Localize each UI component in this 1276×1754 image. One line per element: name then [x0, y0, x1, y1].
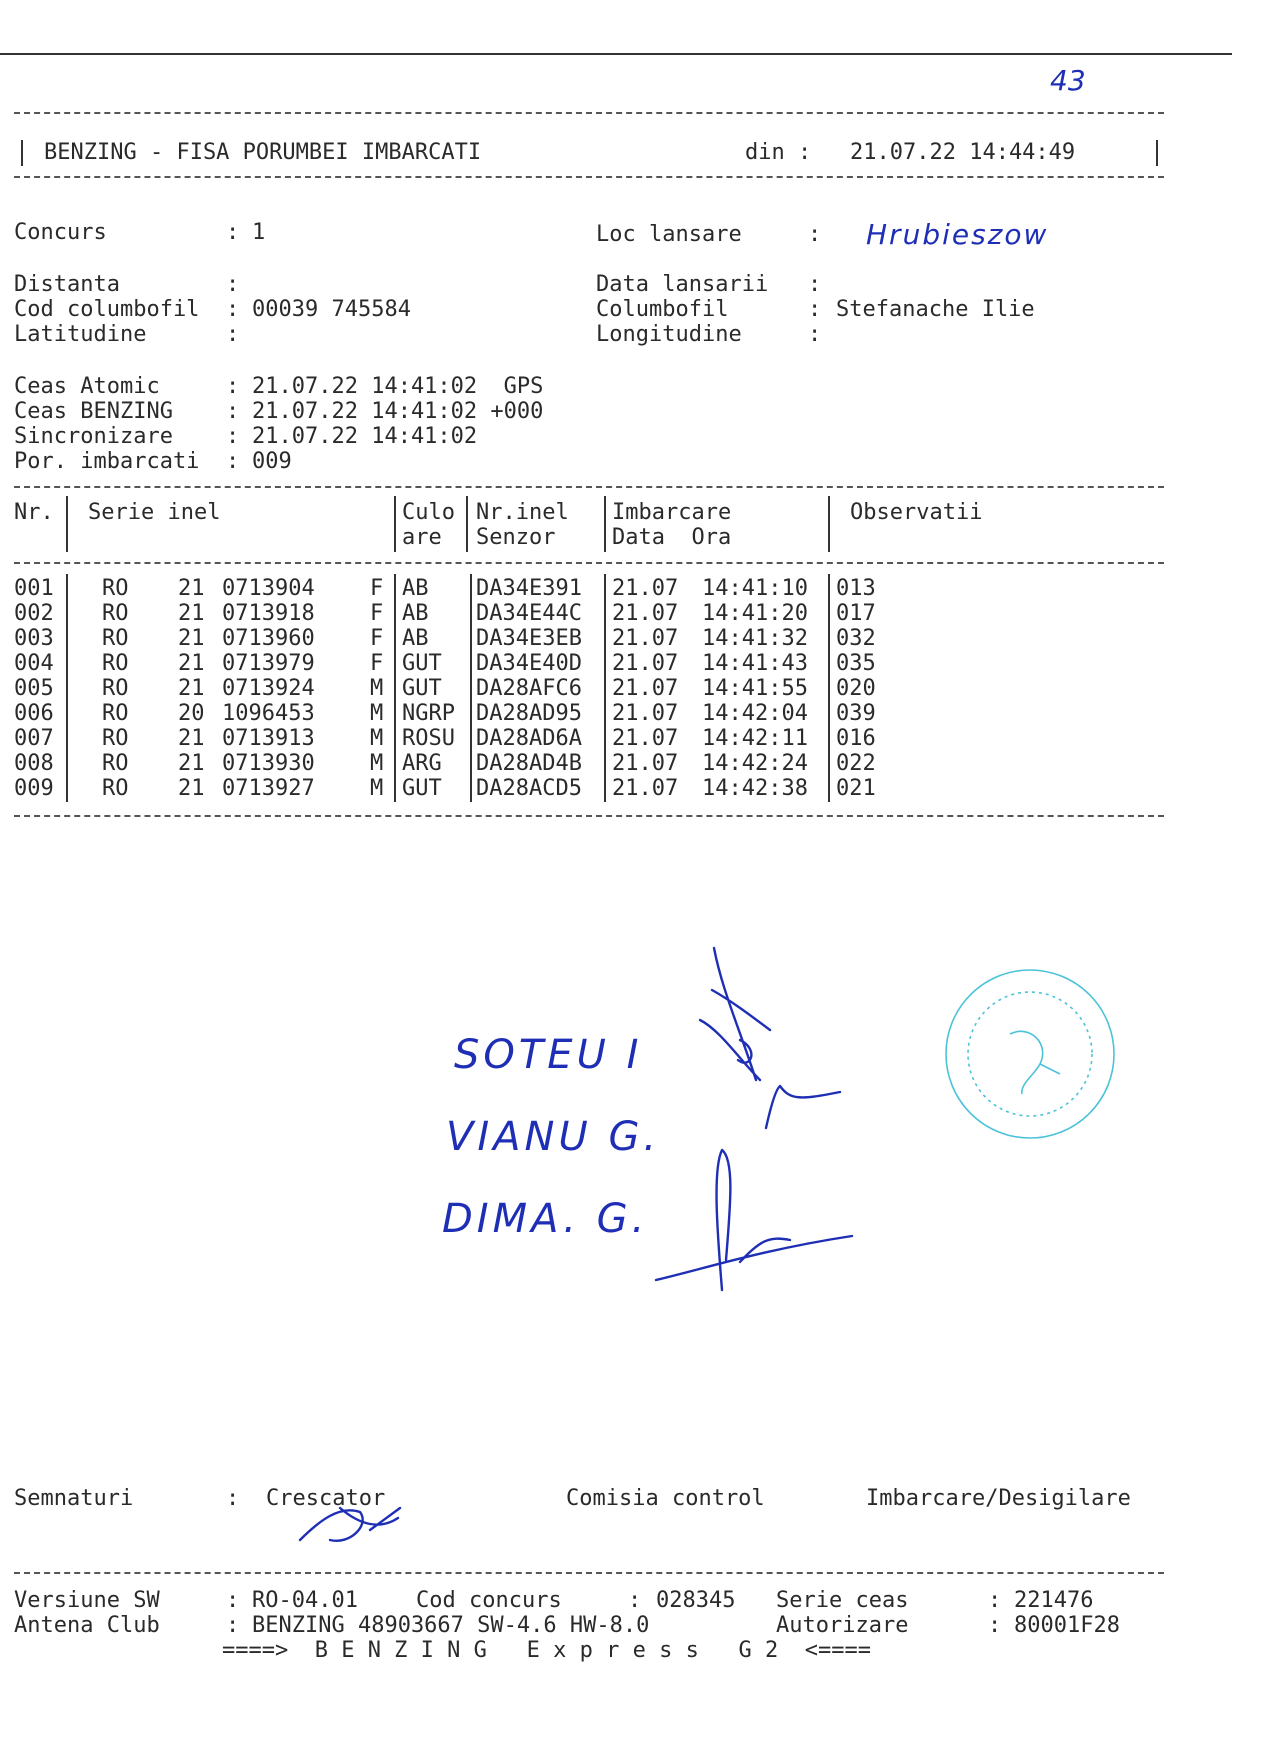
cell-time: 14:41:55: [702, 676, 808, 701]
cell-sex: M: [370, 751, 384, 776]
cell-color: GUT: [402, 676, 442, 701]
table-rule-top: [14, 486, 1164, 488]
cell-obs: 021: [836, 776, 876, 801]
cell-time: 14:41:20: [702, 601, 808, 626]
cell-country: RO: [102, 701, 129, 726]
header-culoare-1: Culo: [402, 500, 455, 525]
cell-nr: 004: [14, 651, 54, 676]
imbarcare-desigilare-label: Imbarcare/Desigilare: [866, 1486, 1131, 1511]
colon: :: [226, 449, 240, 474]
col-sep: [828, 496, 830, 552]
colon: :: [226, 1613, 240, 1638]
header-box-left: [21, 140, 23, 166]
cell-year: 21: [178, 776, 205, 801]
colon: :: [226, 374, 240, 399]
cell-sex: F: [370, 626, 384, 651]
colon: :: [628, 1588, 642, 1613]
cell-time: 14:41:32: [702, 626, 808, 651]
colon: :: [988, 1588, 1002, 1613]
longitudine-label: Longitudine: [596, 322, 742, 347]
cell-year: 21: [178, 651, 205, 676]
serie-ceas-label: Serie ceas: [776, 1588, 909, 1613]
col-sep: [604, 574, 606, 802]
cell-nr: 007: [14, 726, 54, 751]
cell-color: ARG: [402, 751, 442, 776]
cell-year: 21: [178, 726, 205, 751]
header-box-top: [14, 112, 1164, 114]
col-sep: [604, 496, 606, 552]
cell-sensor: DA34E44C: [476, 601, 582, 626]
header-observatii: Observatii: [850, 500, 983, 525]
header-imbarcare-1: Imbarcare: [612, 500, 732, 525]
cell-time: 14:42:38: [702, 776, 808, 801]
cell-date: 21.07: [612, 751, 679, 776]
cell-time: 14:42:11: [702, 726, 808, 751]
handwritten-name: VIANU G.: [446, 1114, 661, 1160]
cell-country: RO: [102, 676, 129, 701]
ceas-atomic-label: Ceas Atomic: [14, 374, 160, 399]
header-date-value: 21.07.22 14:44:49: [850, 140, 1076, 165]
col-sep: [828, 574, 830, 802]
header-date-label: din :: [745, 140, 812, 165]
cell-year: 21: [178, 601, 205, 626]
comisia-label: Comisia control: [566, 1486, 765, 1511]
header-serie: Serie inel: [88, 500, 221, 525]
cod-columbofil-value: 00039 745584: [252, 297, 411, 322]
cell-sex: F: [370, 576, 384, 601]
cell-time: 14:41:10: [702, 576, 808, 601]
cod-concurs-label: Cod concurs: [416, 1588, 562, 1613]
concurs-label: Concurs: [14, 220, 107, 245]
ceas-atomic-value: 21.07.22 14:41:02 GPS: [252, 374, 544, 399]
cell-year: 21: [178, 576, 205, 601]
col-sep: [66, 574, 68, 802]
cell-year: 21: [178, 626, 205, 651]
cell-date: 21.07: [612, 626, 679, 651]
cell-date: 21.07: [612, 601, 679, 626]
header-culoare-2: are: [402, 525, 442, 550]
cell-color: AB: [402, 576, 429, 601]
handwritten-name: SOTEU I: [454, 1032, 643, 1078]
cell-ring: 0713930: [222, 751, 315, 776]
cell-ring: 0713904: [222, 576, 315, 601]
cell-country: RO: [102, 751, 129, 776]
colon: :: [808, 297, 822, 322]
cell-sensor: DA28AD95: [476, 701, 582, 726]
cell-country: RO: [102, 726, 129, 751]
table-rule-bottom: [14, 815, 1164, 817]
cell-sensor: DA34E391: [476, 576, 582, 601]
cell-year: 20: [178, 701, 205, 726]
colon: :: [226, 220, 240, 245]
cell-sensor: DA28AD6A: [476, 726, 582, 751]
columbofil-label: Columbofil: [596, 297, 729, 322]
versiune-value: RO-04.01: [252, 1588, 358, 1613]
cell-sex: F: [370, 651, 384, 676]
colon: :: [226, 272, 240, 297]
col-sep: [394, 496, 396, 552]
colon: :: [226, 424, 240, 449]
autorizare-value: 80001F28: [1014, 1613, 1120, 1638]
crescator-label: Crescator: [266, 1486, 386, 1511]
cell-country: RO: [102, 576, 129, 601]
cell-nr: 006: [14, 701, 54, 726]
cod-columbofil-label: Cod columbofil: [14, 297, 200, 322]
header-imbarcare-2: Data Ora: [612, 525, 732, 550]
cell-country: RO: [102, 601, 129, 626]
header-box-right: [1156, 140, 1158, 166]
header-title: BENZING - FISA PORUMBEI IMBARCATI: [44, 140, 482, 165]
cell-sensor: DA28AFC6: [476, 676, 582, 701]
cell-nr: 001: [14, 576, 54, 601]
latitudine-label: Latitudine: [14, 322, 147, 347]
por-imbarcati-label: Por. imbarcati: [14, 449, 200, 474]
header-nrinel-1: Nr.inel: [476, 500, 569, 525]
header-nr: Nr.: [14, 500, 54, 525]
sincronizare-label: Sincronizare: [14, 424, 173, 449]
cell-country: RO: [102, 626, 129, 651]
cell-nr: 008: [14, 751, 54, 776]
cell-nr: 003: [14, 626, 54, 651]
col-sep: [470, 574, 472, 802]
cell-color: AB: [402, 601, 429, 626]
cell-nr: 002: [14, 601, 54, 626]
signature-crescator: [300, 1508, 400, 1541]
cell-sex: M: [370, 726, 384, 751]
cell-ring: 0713924: [222, 676, 315, 701]
cell-ring: 0713918: [222, 601, 315, 626]
cell-ring: 1096453: [222, 701, 315, 726]
signature-1: [700, 948, 770, 1080]
antena-value: BENZING 48903667 SW-4.6 HW-8.0: [252, 1613, 650, 1638]
ceas-benzing-value: 21.07.22 14:41:02 +000: [252, 399, 544, 424]
ceas-benzing-label: Ceas BENZING: [14, 399, 173, 424]
cell-sensor: DA34E40D: [476, 651, 582, 676]
cell-ring: 0713913: [222, 726, 315, 751]
cell-date: 21.07: [612, 701, 679, 726]
columbofil-value: Stefanache Ilie: [836, 297, 1035, 322]
page-number: 43: [1050, 64, 1086, 97]
club-stamp: [940, 964, 1120, 1144]
cell-obs: 020: [836, 676, 876, 701]
signature-3: [656, 1150, 852, 1290]
top-rule: [0, 53, 1232, 55]
handwritten-name: DIMA. G.: [442, 1196, 649, 1242]
cell-time: 14:42:04: [702, 701, 808, 726]
col-sep: [394, 574, 396, 802]
loc-lansare-value: Hrubieszow: [866, 218, 1049, 251]
cell-obs: 022: [836, 751, 876, 776]
colon: :: [808, 322, 822, 347]
cell-time: 14:41:43: [702, 651, 808, 676]
footer-rule: [14, 1572, 1164, 1574]
cell-date: 21.07: [612, 651, 679, 676]
sincronizare-value: 21.07.22 14:41:02: [252, 424, 478, 449]
cod-concurs-value: 028345: [656, 1588, 736, 1613]
colon: :: [226, 1588, 240, 1613]
cell-color: NGRP: [402, 701, 455, 726]
cell-date: 21.07: [612, 776, 679, 801]
cell-color: AB: [402, 626, 429, 651]
cell-obs: 016: [836, 726, 876, 751]
cell-date: 21.07: [612, 726, 679, 751]
header-box-bottom: [14, 176, 1164, 178]
cell-ring: 0713979: [222, 651, 315, 676]
cell-nr: 009: [14, 776, 54, 801]
autorizare-label: Autorizare: [776, 1613, 909, 1638]
header-nrinel-2: Senzor: [476, 525, 556, 550]
cell-country: RO: [102, 651, 129, 676]
semnaturi-label: Semnaturi: [14, 1486, 134, 1511]
table-rule-header: [14, 562, 1164, 564]
serie-ceas-value: 221476: [1014, 1588, 1094, 1613]
cell-year: 21: [178, 676, 205, 701]
cell-color: GUT: [402, 651, 442, 676]
colon: :: [808, 222, 822, 247]
cell-ring: 0713960: [222, 626, 315, 651]
loc-lansare-label: Loc lansare: [596, 222, 742, 247]
concurs-value: 1: [252, 220, 266, 245]
cell-obs: 039: [836, 701, 876, 726]
cell-sensor: DA28ACD5: [476, 776, 582, 801]
colon: :: [226, 322, 240, 347]
por-imbarcati-value: 009: [252, 449, 292, 474]
distanta-label: Distanta: [14, 272, 120, 297]
cell-date: 21.07: [612, 576, 679, 601]
col-sep: [66, 496, 68, 552]
cell-sex: F: [370, 601, 384, 626]
cell-time: 14:42:24: [702, 751, 808, 776]
antena-label: Antena Club: [14, 1613, 160, 1638]
cell-obs: 013: [836, 576, 876, 601]
cell-sex: M: [370, 676, 384, 701]
cell-country: RO: [102, 776, 129, 801]
cell-nr: 005: [14, 676, 54, 701]
cell-obs: 035: [836, 651, 876, 676]
cell-color: ROSU: [402, 726, 455, 751]
footer-banner: ====> B E N Z I N G E x p r e s s G 2 <====: [222, 1638, 872, 1663]
colon: :: [988, 1613, 1002, 1638]
cell-sensor: DA34E3EB: [476, 626, 582, 651]
cell-date: 21.07: [612, 676, 679, 701]
cell-sensor: DA28AD4B: [476, 751, 582, 776]
versiune-label: Versiune SW: [14, 1588, 160, 1613]
data-lansarii-label: Data lansarii: [596, 272, 769, 297]
cell-obs: 032: [836, 626, 876, 651]
colon: :: [226, 1486, 240, 1511]
colon: :: [226, 297, 240, 322]
cell-obs: 017: [836, 601, 876, 626]
cell-sex: M: [370, 701, 384, 726]
cell-ring: 0713927: [222, 776, 315, 801]
colon: :: [226, 399, 240, 424]
cell-color: GUT: [402, 776, 442, 801]
cell-year: 21: [178, 751, 205, 776]
cell-sex: M: [370, 776, 384, 801]
col-sep: [466, 496, 468, 552]
colon: :: [808, 272, 822, 297]
signature-2: [766, 1086, 840, 1128]
